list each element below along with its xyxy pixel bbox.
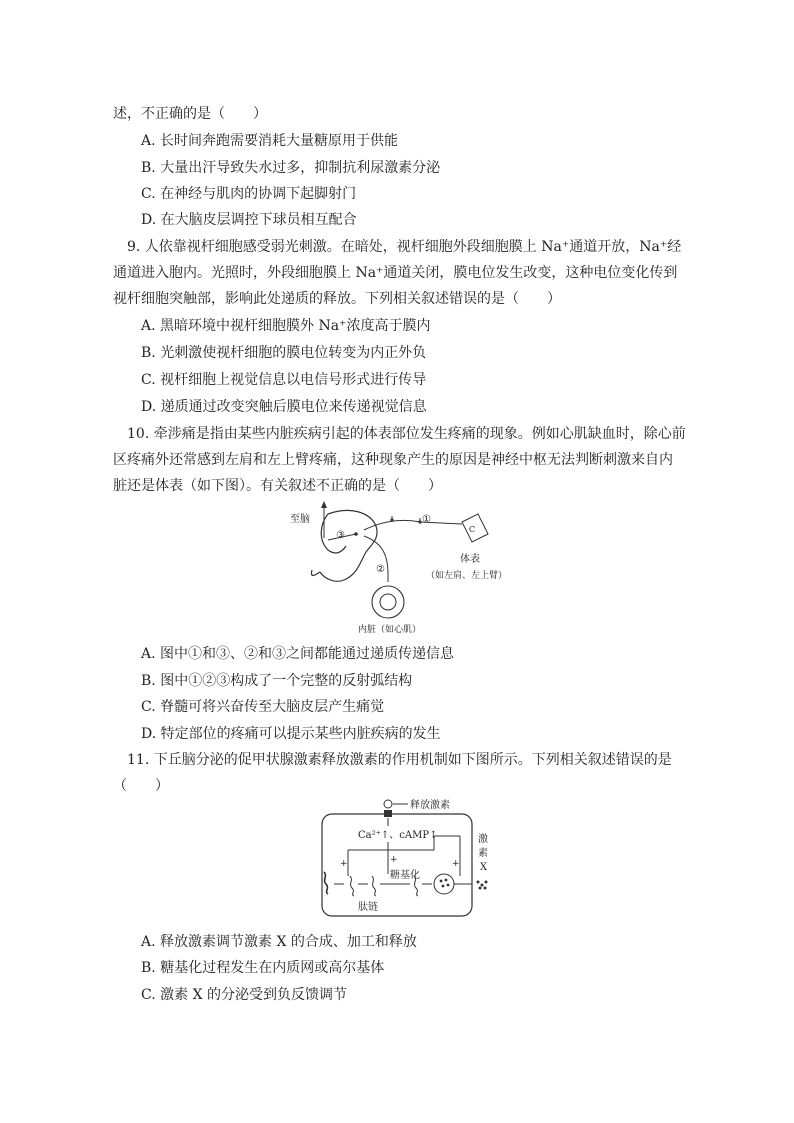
- fig-plus-3: +: [452, 859, 460, 869]
- fig-label-3: ③: [336, 530, 345, 541]
- q9-stem-line-2: 通道进入胞内。光照时，外段细胞膜上 Na⁺通道关闭，膜电位发生改变，这种电位变化传到: [113, 265, 678, 281]
- fig-plus-2: +: [390, 855, 398, 865]
- fig-label-glycosylation: 糖基化: [390, 870, 420, 881]
- q8-option-a[interactable]: A. 长时间奔跑需要消耗大量糖原用于供能: [141, 133, 399, 149]
- fig-label-c: C: [469, 525, 476, 534]
- q9-option-b[interactable]: B. 光刺激使视杆细胞的膜电位转变为内正外负: [141, 345, 427, 361]
- q11-option-a[interactable]: A. 释放激素调节激素 X 的合成、加工和释放: [141, 934, 417, 950]
- q10-stem-line-3: 脏还是体表（如下图）。有关叙述不正确的是（ ）: [113, 478, 442, 494]
- q10-option-c[interactable]: C. 脊髓可将兴奋传至大脑皮层产生痛觉: [141, 699, 385, 715]
- fig-plus-1: +: [340, 859, 348, 869]
- q11-option-c[interactable]: C. 激素 X 的分泌受到负反馈调节: [141, 987, 347, 1003]
- q8-option-d[interactable]: D. 在大脑皮层调控下球员相互配合: [141, 212, 357, 228]
- q9-option-c[interactable]: C. 视杆细胞上视觉信息以电信号形式进行传导: [141, 372, 427, 388]
- q8-option-b[interactable]: B. 大量出汗导致失水过多，抑制抗利尿激素分泌: [141, 160, 441, 176]
- q10-stem-line-1: 10. 牵涉痛是指由某些内脏疾病引起的体表部位发生疼痛的现象。例如心肌缺血时，除心前: [127, 426, 686, 442]
- q11-option-b[interactable]: B. 糖基化过程发生在内质网或高尔基体: [141, 960, 385, 976]
- q9-option-d[interactable]: D. 递质通过改变突触后膜电位来传递视觉信息: [141, 399, 427, 415]
- q9-stem-line-1: 9. 人依靠视杆细胞感受弱光刺激。在暗处，视杆细胞外段细胞膜上 Na⁺通道开放，Na⁺经: [127, 239, 682, 255]
- q9-option-a[interactable]: A. 黑暗环境中视杆细胞膜外 Na⁺浓度高于膜内: [141, 318, 431, 334]
- fig-label-2: ②: [376, 564, 385, 575]
- fig-label-release-hormone: 释放激素: [410, 800, 450, 811]
- fig-label-to-brain: 至脑: [290, 514, 310, 525]
- q11-stem-line-1: 11. 下丘脑分泌的促甲状腺激素释放激素的作用机制如下图所示。下列相关叙述错误的是: [127, 752, 672, 768]
- fig-label-peptide: 肽链: [358, 902, 378, 913]
- q11-stem-line-2: （ ）: [113, 778, 169, 794]
- q8-stem-tail: 述，不正确的是（ ）: [113, 106, 267, 122]
- q10-referred-pain-diagram: [280, 500, 520, 638]
- q9-stem-line-3: 视杆细胞突触部，影响此处递质的释放。下列相关叙述错误的是（ ）: [113, 291, 561, 307]
- fig-label-body-surface: 体表: [460, 554, 480, 565]
- q10-stem-line-2: 区疼痛外还常感到左肩和左上臂疼痛，这种现象产生的原因是神经中枢无法判断刺激来自内: [113, 452, 673, 468]
- fig-label-body-surface-note: （如左肩、左上臂）: [426, 571, 508, 581]
- fig-label-organ: 内脏（如心肌）: [358, 625, 422, 635]
- q10-option-b[interactable]: B. 图中①②③构成了一个完整的反射弧结构: [141, 673, 413, 689]
- q10-option-d[interactable]: D. 特定部位的疼痛可以提示某些内脏疾病的发生: [141, 726, 441, 742]
- fig-label-hormone-x-2: 素: [478, 848, 488, 859]
- fig-label-second-messengers: Ca²⁺↑、cAMP↑: [358, 830, 438, 841]
- q10-option-a[interactable]: A. 图中①和③、②和③之间都能通过递质传递信息: [141, 646, 455, 662]
- q8-option-c[interactable]: C. 在神经与肌肉的协调下起脚射门: [141, 186, 357, 202]
- fig-label-hormone-x-1: 激: [478, 834, 488, 845]
- fig-label-hormone-x-3: X: [480, 862, 488, 873]
- q11-hormone-mechanism-diagram: [318, 796, 498, 920]
- fig-label-1: ①: [422, 514, 431, 525]
